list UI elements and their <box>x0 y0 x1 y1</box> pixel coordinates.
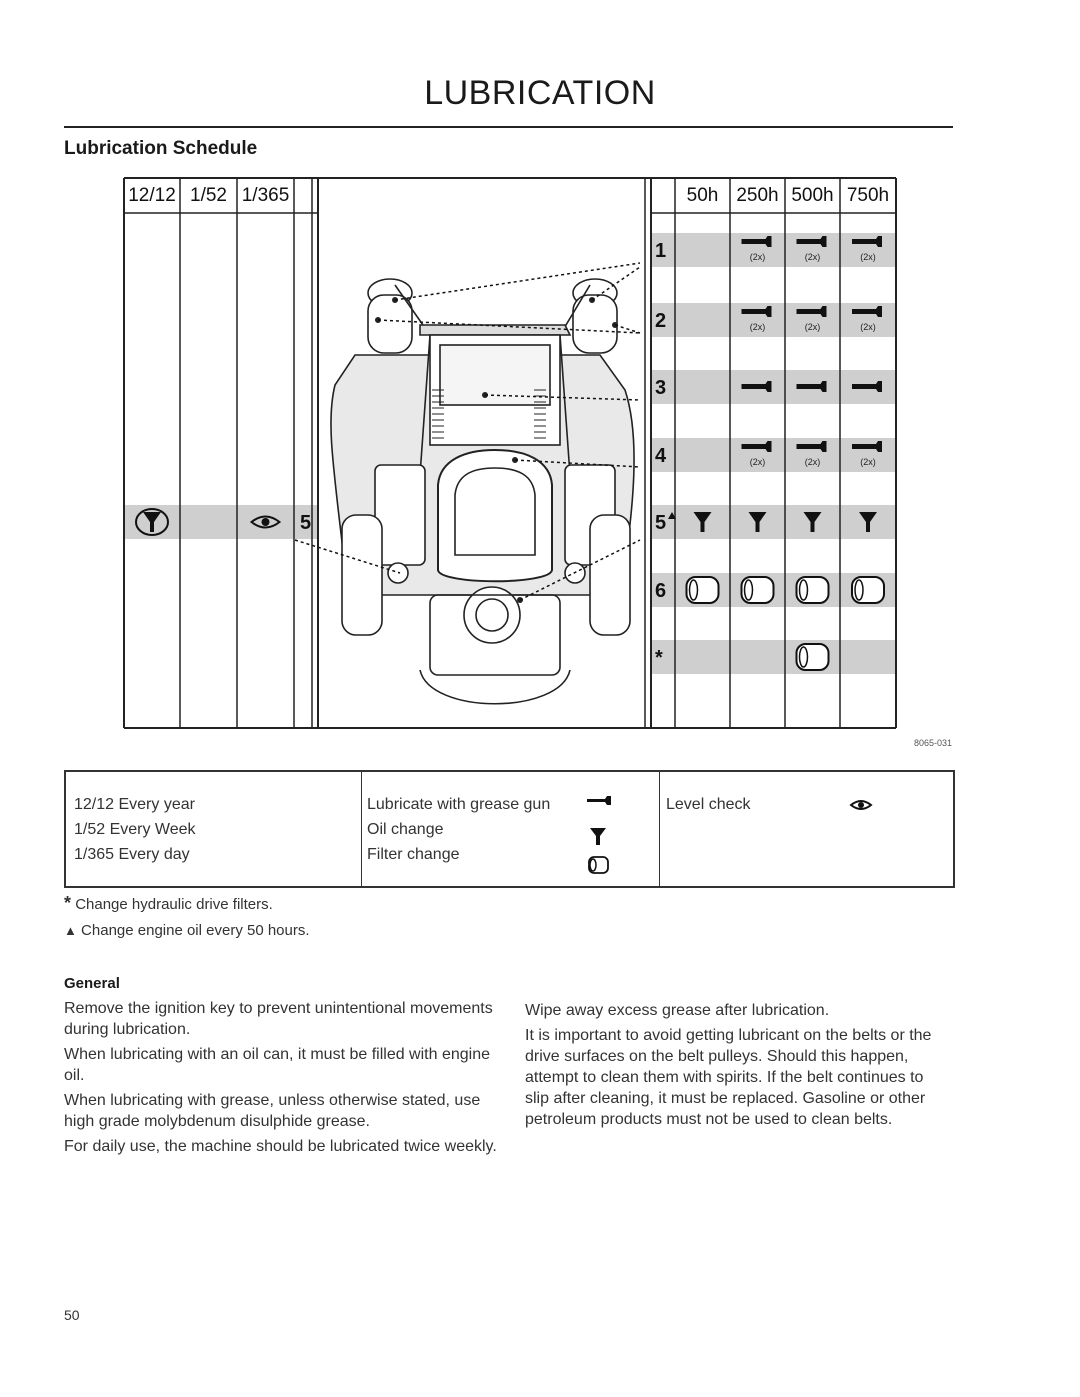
legend-interval: 1/365 Every day <box>74 846 190 863</box>
note-star-text: Change hydraulic drive filters. <box>75 896 273 913</box>
multiplier-label: (2x) <box>749 457 766 467</box>
legend-intervals-column <box>66 772 362 886</box>
lubrication-schedule-chart <box>120 175 900 735</box>
row-label: 3 <box>655 377 667 399</box>
paragraph: When lubricating with grease, unless otherwise stated, use high grade molybdenum disulphide grease. <box>64 1092 481 1130</box>
section-title: Lubrication Schedule <box>64 138 258 159</box>
row-band <box>651 303 896 337</box>
filter-icon <box>587 854 611 876</box>
legend-box <box>64 770 955 888</box>
general-heading: General <box>64 975 120 992</box>
row-label: 4 <box>655 445 667 467</box>
paragraph: Wipe away excess grease after lubrication. <box>525 1002 830 1019</box>
legend-action: Lubricate with grease gun <box>367 796 551 813</box>
column-header: 1/52 <box>190 185 227 206</box>
general-left-column <box>64 998 504 1161</box>
multiplier-label: (2x) <box>749 252 766 262</box>
column-header: 1/365 <box>241 185 290 206</box>
legend-actions-column <box>361 772 660 886</box>
legend-action: Oil change <box>367 821 444 838</box>
legend-checks-column <box>659 772 953 886</box>
row-band <box>651 233 896 267</box>
paragraph: When lubricating with an oil can, it must be filled with engine oil. <box>64 1046 490 1084</box>
mower-illustration <box>331 279 634 704</box>
figure-reference: 8065-031 <box>913 738 952 748</box>
note-triangle <box>64 922 310 939</box>
row-band <box>651 640 896 674</box>
grease-gun-icon <box>585 794 615 808</box>
row-band <box>651 505 896 539</box>
legend-interval: 1/52 Every Week <box>74 821 196 838</box>
paragraph: It is important to avoid getting lubricant on the belts or the drive surfaces on the belt pulleys. Should this happen, attempt to clean them with spirits. If the belt continues to slip after cleaning, it must be replaced. Gasoline or other petroleum products must not be used to clean belts. <box>525 1027 932 1128</box>
legend-action: Filter change <box>367 846 460 863</box>
eye-pupil <box>262 518 270 526</box>
page-number: 50 <box>64 1307 80 1323</box>
multiplier-label: (2x) <box>860 457 876 467</box>
multiplier-label: (2x) <box>804 322 821 332</box>
paragraph: Remove the ignition key to prevent unintentional movements during lubrication. <box>64 1000 493 1038</box>
multiplier-label: (2x) <box>804 252 821 262</box>
triangle-icon: ▲ <box>64 923 77 938</box>
note-star <box>64 893 273 914</box>
column-header: 500h <box>791 185 834 206</box>
row-label: 5 <box>655 512 667 534</box>
multiplier-label: (2x) <box>860 322 876 332</box>
side-item-label: 5 <box>300 512 312 534</box>
column-header: 250h <box>736 185 779 206</box>
title-rule <box>64 126 953 128</box>
column-header: 12/12 <box>128 185 176 206</box>
asterisk-icon: * <box>64 893 72 913</box>
row-label: 2 <box>655 310 667 332</box>
level-check-eye-icon <box>849 798 873 812</box>
row-label: * <box>655 647 663 669</box>
column-header: 750h <box>846 185 890 206</box>
legend-check: Level check <box>666 796 751 813</box>
row-band <box>651 438 896 472</box>
row-label: 6 <box>655 580 667 602</box>
legend-interval: 12/12 Every year <box>74 796 195 813</box>
multiplier-label: (2x) <box>860 252 876 262</box>
column-header: 50h <box>686 185 719 206</box>
page-title: LUBRICATION <box>424 74 656 112</box>
multiplier-label: (2x) <box>749 322 766 332</box>
paragraph: For daily use, the machine should be lubricated twice weekly. <box>64 1138 497 1155</box>
oil-funnel-icon <box>589 826 607 846</box>
general-right-column <box>525 1000 945 1134</box>
note-triangle-text: Change engine oil every 50 hours. <box>81 922 310 939</box>
row-label: 1 <box>655 240 667 262</box>
multiplier-label: (2x) <box>804 457 821 467</box>
